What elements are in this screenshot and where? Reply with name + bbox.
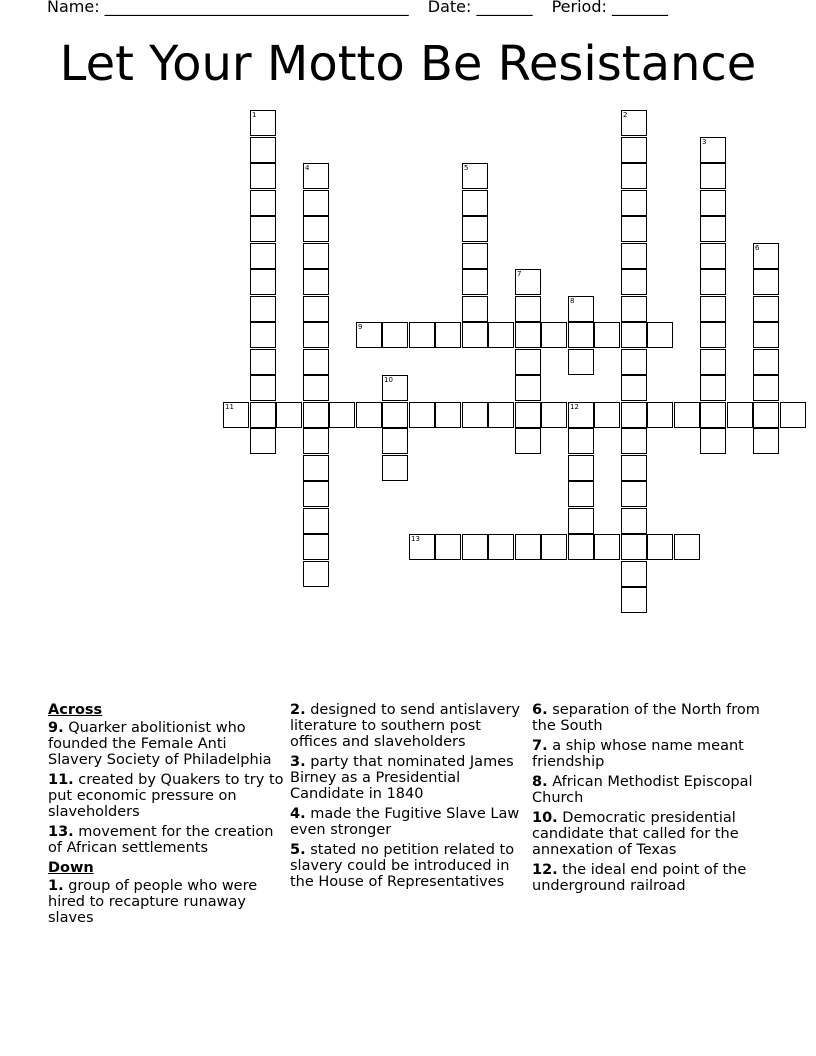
grid-cell[interactable] <box>488 322 514 348</box>
cell-number: 1 <box>252 111 257 119</box>
clue-number: 11. <box>48 772 74 788</box>
clue-number: 2. <box>290 702 306 718</box>
grid-cell[interactable] <box>621 110 647 136</box>
grid-cell[interactable] <box>250 428 276 454</box>
grid-cell[interactable] <box>515 269 541 295</box>
down-clue-8 <box>532 774 768 806</box>
grid-cell[interactable] <box>753 269 779 295</box>
grid-cell[interactable] <box>303 296 329 322</box>
grid-cell[interactable] <box>515 428 541 454</box>
grid-cell[interactable] <box>700 322 726 348</box>
grid-cell[interactable] <box>409 534 435 560</box>
grid-cell[interactable] <box>753 428 779 454</box>
grid-cell[interactable] <box>647 402 673 428</box>
grid-cell[interactable] <box>621 243 647 269</box>
grid-cell[interactable] <box>435 534 461 560</box>
date-field-label[interactable]: Date: _______ <box>427 0 533 16</box>
grid-cell[interactable] <box>303 163 329 189</box>
grid-cell[interactable] <box>674 402 700 428</box>
grid-cell[interactable] <box>647 322 673 348</box>
grid-cell[interactable] <box>568 534 594 560</box>
clues-column-3 <box>532 702 768 898</box>
clue-number: 10. <box>532 810 558 826</box>
down-clue-5 <box>290 842 526 890</box>
grid-cell[interactable] <box>303 428 329 454</box>
grid-cell[interactable] <box>250 243 276 269</box>
grid-cell[interactable] <box>621 349 647 375</box>
grid-cell[interactable] <box>621 561 647 587</box>
grid-cell[interactable] <box>621 428 647 454</box>
grid-cell[interactable] <box>753 322 779 348</box>
clue-text: Quarker abolitionist who founded the Female Anti Slavery Society of Philadelphia <box>48 720 272 768</box>
clue-text: made the Fugitive Slave Law even stronger <box>290 806 520 838</box>
grid-cell[interactable] <box>329 402 355 428</box>
cell-number: 7 <box>517 270 522 278</box>
down-clue-3 <box>290 754 526 802</box>
grid-cell[interactable] <box>727 402 753 428</box>
clue-number: 7. <box>532 738 548 754</box>
grid-cell[interactable] <box>303 349 329 375</box>
down-clue-4 <box>290 806 526 838</box>
cell-number: 4 <box>305 164 310 172</box>
cell-number: 11 <box>225 403 234 411</box>
grid-cell[interactable] <box>621 269 647 295</box>
grid-cell[interactable] <box>568 322 594 348</box>
grid-cell[interactable] <box>594 402 620 428</box>
grid-cell[interactable] <box>488 534 514 560</box>
across-clue-11 <box>48 772 284 820</box>
clue-text: Democratic presidential candidate that called for the annexation of Texas <box>532 810 739 858</box>
grid-cell[interactable] <box>382 455 408 481</box>
grid-cell[interactable] <box>515 534 541 560</box>
clue-text: African Methodist Episcopal Church <box>532 774 753 806</box>
grid-cell[interactable] <box>674 534 700 560</box>
clue-text: separation of the North from the South <box>532 702 760 734</box>
grid-cell[interactable] <box>753 375 779 401</box>
grid-cell[interactable] <box>568 428 594 454</box>
grid-cell[interactable] <box>462 243 488 269</box>
grid-cell[interactable] <box>700 402 726 428</box>
grid-cell[interactable] <box>250 269 276 295</box>
grid-cell[interactable] <box>515 402 541 428</box>
grid-cell[interactable] <box>515 296 541 322</box>
grid-cell[interactable] <box>462 296 488 322</box>
clue-number: 4. <box>290 806 306 822</box>
grid-cell[interactable] <box>462 190 488 216</box>
grid-cell[interactable] <box>700 243 726 269</box>
grid-cell[interactable] <box>250 349 276 375</box>
cell-number: 3 <box>702 138 707 146</box>
grid-cell[interactable] <box>515 375 541 401</box>
grid-cell[interactable] <box>435 402 461 428</box>
down-clue-1 <box>48 878 284 926</box>
down-clue-2 <box>290 702 526 750</box>
clues-column-1 <box>48 702 284 930</box>
grid-cell[interactable] <box>462 402 488 428</box>
grid-cell[interactable] <box>621 508 647 534</box>
cell-number: 2 <box>623 111 628 119</box>
grid-cell[interactable] <box>356 322 382 348</box>
grid-cell[interactable] <box>409 402 435 428</box>
cell-number: 13 <box>411 535 420 543</box>
grid-cell[interactable] <box>568 296 594 322</box>
clue-number: 12. <box>532 862 558 878</box>
page-title: Let Your Motto Be Resistance <box>59 36 757 92</box>
grid-cell[interactable] <box>621 455 647 481</box>
grid-cell[interactable] <box>621 137 647 163</box>
grid-cell[interactable] <box>753 243 779 269</box>
clue-text: designed to send antislavery literature to southern post offices and slaveholders <box>290 702 521 750</box>
down-clue-6 <box>532 702 768 734</box>
clue-text: a ship whose name meant friendship <box>532 738 744 770</box>
grid-cell[interactable] <box>382 375 408 401</box>
grid-cell[interactable] <box>621 375 647 401</box>
grid-cell[interactable] <box>568 508 594 534</box>
grid-cell[interactable] <box>515 349 541 375</box>
grid-cell[interactable] <box>780 402 806 428</box>
down-heading: Down <box>48 860 94 876</box>
grid-cell[interactable] <box>303 561 329 587</box>
grid-cell[interactable] <box>382 428 408 454</box>
grid-cell[interactable] <box>382 402 408 428</box>
clue-text: created by Quakers to try to put economic pressure on slaveholders <box>48 772 284 820</box>
grid-cell[interactable] <box>462 534 488 560</box>
grid-cell[interactable] <box>250 216 276 242</box>
grid-cell[interactable] <box>303 190 329 216</box>
clue-number: 6. <box>532 702 548 718</box>
grid-cell[interactable] <box>568 402 594 428</box>
down-clue-12 <box>532 862 768 894</box>
down-clue-10 <box>532 810 768 858</box>
clue-text: stated no petition related to slavery could be introduced in the House of Representatives <box>290 842 515 890</box>
clue-number: 13. <box>48 824 74 840</box>
grid-cell[interactable] <box>753 402 779 428</box>
grid-cell[interactable] <box>621 190 647 216</box>
grid-cell[interactable] <box>435 322 461 348</box>
grid-cell[interactable] <box>303 322 329 348</box>
grid-cell[interactable] <box>594 322 620 348</box>
grid-cell[interactable] <box>700 349 726 375</box>
grid-cell[interactable] <box>303 402 329 428</box>
grid-cell[interactable] <box>382 322 408 348</box>
grid-cell[interactable] <box>250 375 276 401</box>
grid-cell[interactable] <box>515 322 541 348</box>
grid-cell[interactable] <box>621 322 647 348</box>
grid-cell[interactable] <box>303 534 329 560</box>
clue-text: group of people who were hired to recapture runaway slaves <box>48 878 258 926</box>
grid-cell[interactable] <box>250 296 276 322</box>
grid-cell[interactable] <box>568 481 594 507</box>
grid-cell[interactable] <box>250 190 276 216</box>
grid-cell[interactable] <box>250 110 276 136</box>
grid-cell[interactable] <box>303 375 329 401</box>
grid-cell[interactable] <box>647 534 673 560</box>
grid-cell[interactable] <box>409 322 435 348</box>
grid-cell[interactable] <box>700 375 726 401</box>
grid-cell[interactable] <box>303 216 329 242</box>
period-field-label[interactable]: Period: _______ <box>551 0 668 16</box>
grid-cell[interactable] <box>621 481 647 507</box>
cell-number: 12 <box>570 403 579 411</box>
grid-cell[interactable] <box>223 402 249 428</box>
grid-cell[interactable] <box>621 402 647 428</box>
grid-cell[interactable] <box>462 269 488 295</box>
grid-cell[interactable] <box>700 428 726 454</box>
cell-number: 5 <box>464 164 469 172</box>
grid-cell[interactable] <box>462 322 488 348</box>
clue-number: 5. <box>290 842 306 858</box>
grid-cell[interactable] <box>621 216 647 242</box>
grid-cell[interactable] <box>621 587 647 613</box>
grid-cell[interactable] <box>303 269 329 295</box>
cell-number: 10 <box>384 376 393 384</box>
clue-text: party that nominated James Birney as a Presidential Candidate in 1840 <box>290 754 514 802</box>
clue-text: movement for the creation of African settlements <box>48 824 274 856</box>
grid-cell[interactable] <box>462 216 488 242</box>
grid-cell[interactable] <box>541 534 567 560</box>
grid-cell[interactable] <box>303 481 329 507</box>
cell-number: 6 <box>755 244 760 252</box>
grid-cell[interactable] <box>276 402 302 428</box>
grid-cell[interactable] <box>303 455 329 481</box>
across-heading: Across <box>48 702 103 718</box>
grid-cell[interactable] <box>488 402 514 428</box>
down-clue-7 <box>532 738 768 770</box>
grid-cell[interactable] <box>303 243 329 269</box>
grid-cell[interactable] <box>250 322 276 348</box>
grid-cell[interactable] <box>568 455 594 481</box>
clue-number: 3. <box>290 754 306 770</box>
clue-number: 8. <box>532 774 548 790</box>
grid-cell[interactable] <box>250 137 276 163</box>
grid-cell[interactable] <box>594 534 620 560</box>
cell-number: 8 <box>570 297 575 305</box>
name-field-label[interactable]: Name: ______________________________________ <box>47 0 409 16</box>
grid-cell[interactable] <box>700 296 726 322</box>
grid-cell[interactable] <box>753 296 779 322</box>
grid-cell[interactable] <box>753 349 779 375</box>
grid-cell[interactable] <box>462 163 488 189</box>
grid-cell[interactable] <box>700 163 726 189</box>
grid-cell[interactable] <box>541 322 567 348</box>
grid-cell[interactable] <box>250 163 276 189</box>
grid-cell[interactable] <box>700 190 726 216</box>
cell-number: 9 <box>358 323 363 331</box>
clue-number: 1. <box>48 878 64 894</box>
grid-cell[interactable] <box>621 163 647 189</box>
clues-column-2 <box>290 702 526 894</box>
grid-cell[interactable] <box>700 269 726 295</box>
grid-cell[interactable] <box>303 508 329 534</box>
grid-cell[interactable] <box>700 137 726 163</box>
across-clue-13 <box>48 824 284 856</box>
across-clue-9 <box>48 720 284 768</box>
grid-cell[interactable] <box>541 402 567 428</box>
grid-cell[interactable] <box>356 402 382 428</box>
grid-cell[interactable] <box>621 534 647 560</box>
clue-number: 9. <box>48 720 64 736</box>
grid-cell[interactable] <box>568 349 594 375</box>
clue-text: the ideal end point of the underground railroad <box>532 862 747 894</box>
grid-cell[interactable] <box>250 402 276 428</box>
grid-cell[interactable] <box>700 216 726 242</box>
grid-cell[interactable] <box>621 296 647 322</box>
